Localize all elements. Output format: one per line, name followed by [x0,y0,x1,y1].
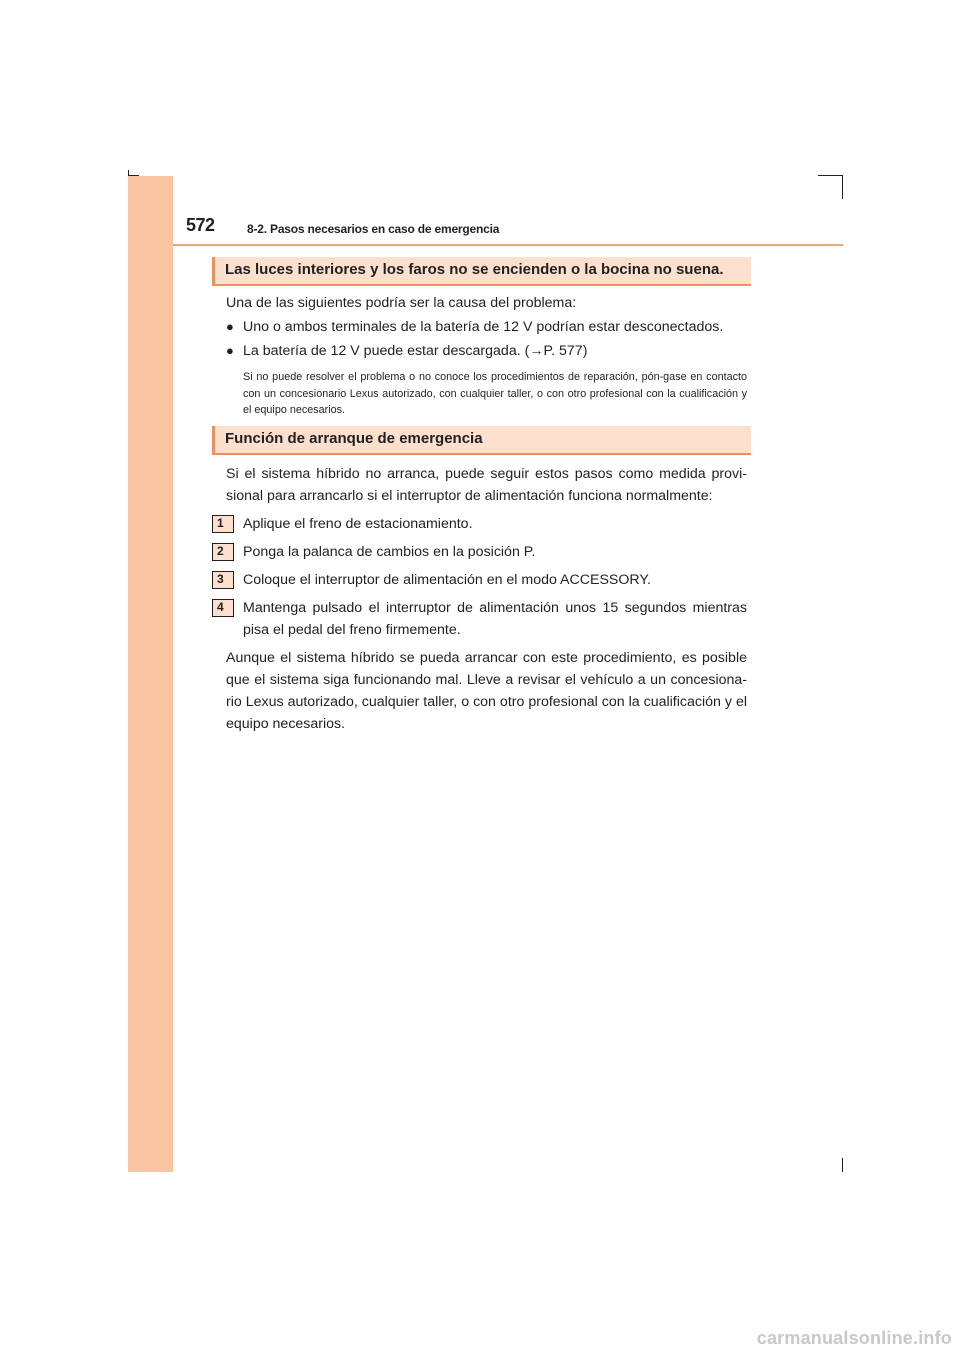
section-heading-arranque [212,426,751,455]
step-number: 2 [217,544,224,558]
step-number: 1 [217,516,224,530]
bullet-icon: ● [226,343,234,358]
section-title: Las luces interiores y los faros no se encienden o la bocina no suena. [225,261,724,278]
step-number-badge [212,543,234,561]
step-number-badge [212,571,234,589]
section-title: Función de arranque de emergencia [225,430,483,447]
step-number: 4 [217,600,224,614]
crop-mark-top-right-v [842,175,843,199]
crop-mark-top-right-h [818,175,843,176]
chapter-title: 8-2. Pasos necesarios en caso de emergencia [247,222,500,236]
step-text: Ponga la palanca de cambios en la posición P. [243,544,536,560]
section-intro: Una de las siguientes podría ser la causa del problema: [226,295,577,311]
section-heading-luces [212,257,751,286]
step-number-badge [212,599,234,617]
bullet-item: Uno o ambos terminales de la batería de 12 V podrían estar desconectados. [243,319,724,335]
step-text: Mantenga pulsado el interruptor de alimentación unos 15 segundos mientras pisa el pedal del freno firmemente. [243,600,747,638]
watermark: carmanualsonline.info [756,1328,952,1348]
bullet-icon: ● [226,319,234,334]
step-number: 3 [217,572,224,586]
step-text: Coloque el interruptor de alimentación en el modo ACCESSORY. [243,572,651,588]
crop-mark-bottom-right-v [842,1158,843,1172]
chapter-sidebar-tab [128,176,173,1172]
step-text: Aplique el freno de estacionamiento. [243,516,473,532]
bullet-item: La batería de 12 V puede estar descargada. (→P. 577) [243,343,588,359]
section-intro: Si el sistema híbrido no arranca, puede seguir estos pasos como medida provi-sional para arrancarlo si el interruptor de alimentación funciona normalmente: [226,466,747,504]
page-number: 572 [186,215,215,235]
step-number-badge [212,515,234,533]
small-print-note: Si no puede resolver el problema o no conoce los procedimientos de reparación, pón-gase en contacto con un concesionario Lexus autorizado, con cualquier taller, o con otro profesional con la cualificación y el equipo necesarios. [243,371,747,416]
closing-paragraph: Aunque el sistema híbrido se pueda arrancar con este procedimiento, es posible que el sistema siga funcionando mal. Lleve a revisar el vehículo a un concesiona-rio Lexus autorizado, cualquier taller, o con otro profesional con la cualificación y el equipo necesarios. [226,650,747,732]
header-divider [173,244,843,246]
